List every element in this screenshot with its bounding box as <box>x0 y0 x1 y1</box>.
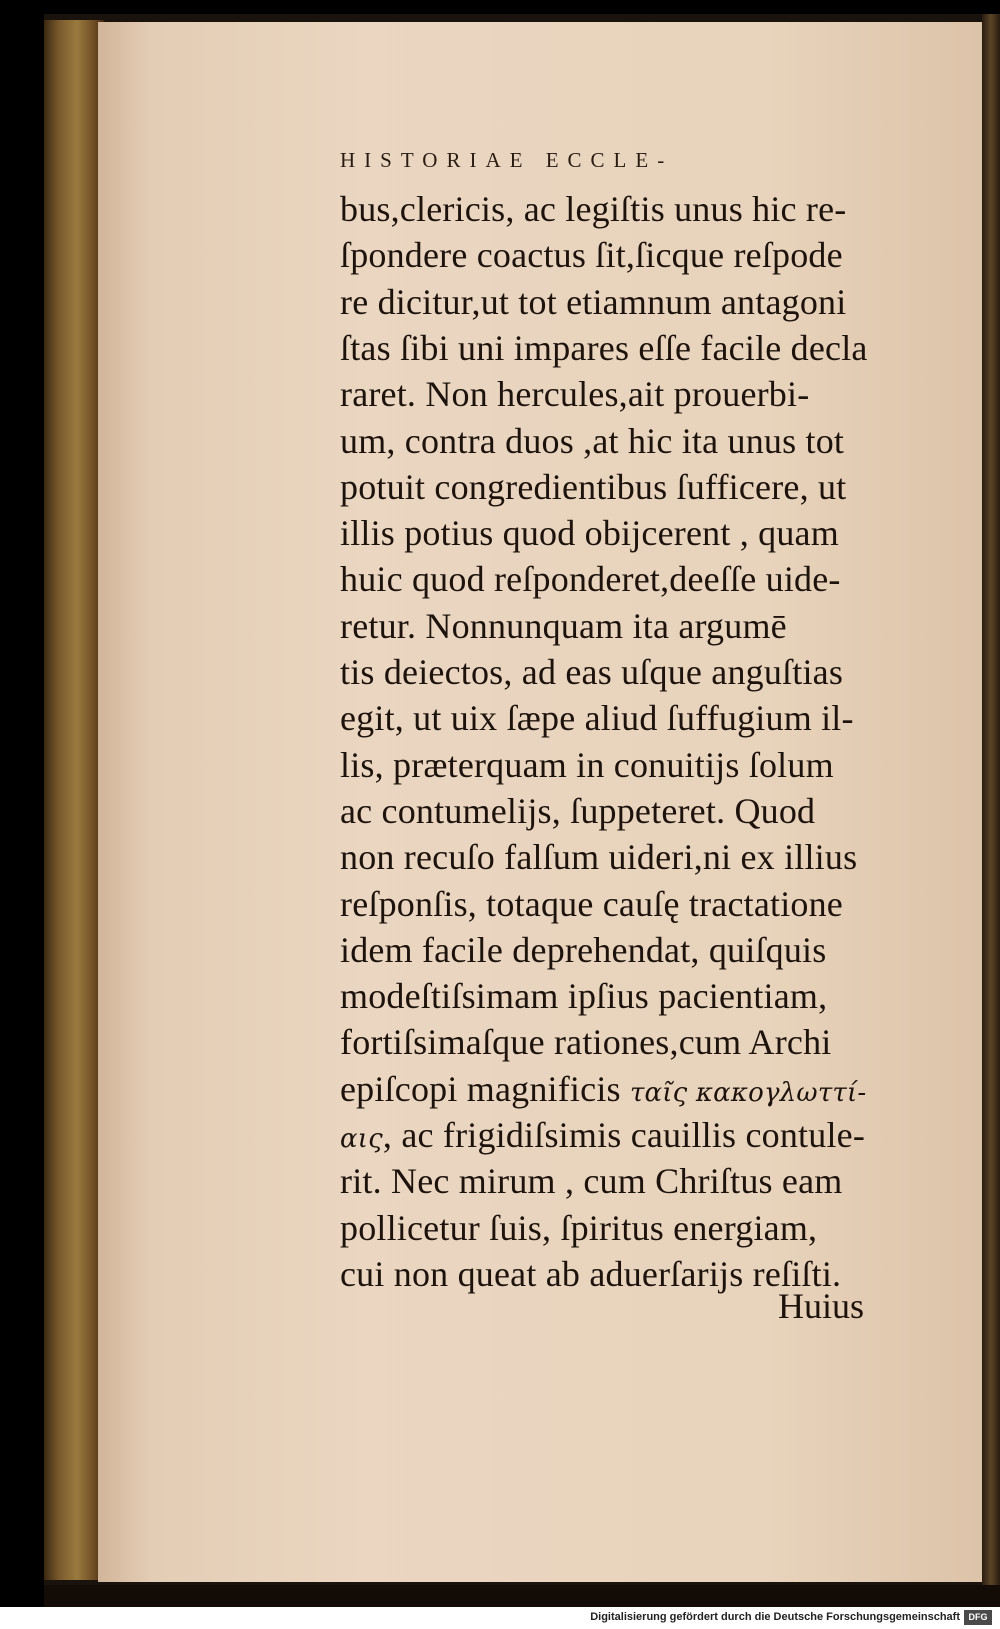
text-line: raret. Non hercules,ait prouerbi- <box>340 374 810 415</box>
text-line: ſtas ſibi uni impares eſſe facile decla <box>340 327 868 368</box>
scan-border <box>44 1585 1000 1607</box>
text-line <box>340 1066 866 1116</box>
text-line: bus,clericis, ac legiſtis unus hic re- <box>340 189 847 229</box>
text-line: idem facile deprehendat, quiſquis <box>340 929 827 970</box>
text-line: huic quod reſponderet,deeſſe uide- <box>340 559 841 600</box>
funding-credit: Digitalisierung gefördert durch die Deutsche Forschungsgemeinschaft <box>590 1611 960 1623</box>
text-line: re dicitur,ut tot etiamnum antagoni <box>340 281 847 322</box>
text-line-segment: epiſcopi magnificis <box>340 1068 630 1109</box>
text-line: illis potius quod obijcerent , quam <box>340 513 839 554</box>
text-line: cui non queat ab aduerſarijs reſiſti. <box>340 1253 842 1294</box>
text-line: pollicetur ſuis, ſpiritus energiam, <box>340 1207 818 1248</box>
text-line: ſpondere coactus ſit,ſicque reſpode <box>340 235 843 276</box>
greek-text: αις <box>340 1124 383 1154</box>
text-line: ac contumelijs, ſuppeteret. Quod <box>340 790 816 831</box>
book-spine <box>44 20 104 1580</box>
text-line: egit, ut uix ſæpe aliud ſuffugium il- <box>340 698 854 739</box>
dfg-logo: DFG <box>964 1610 992 1625</box>
footer-bar <box>0 1607 1000 1629</box>
text-line: retur. Nonnunquam ita argumē <box>340 605 787 646</box>
text-line: fortiſsimaſque rationes,cum Archi <box>340 1022 832 1063</box>
text-line: rit. Nec mirum , cum Chriſtus eam <box>340 1161 843 1202</box>
text-line: lis, præterquam in conuitijs ſolum <box>340 744 834 785</box>
text-line: potuit congredientibus ſufficere, ut <box>340 466 847 507</box>
page-edge <box>982 14 1000 1607</box>
text-line: non recuſo falſum uideri,ni ex illius <box>340 837 858 878</box>
text-line-segment: , ac frigidiſsimis cauillis contule- <box>382 1115 866 1155</box>
text-line: tis deiectos, ad eas uſque anguſtias <box>340 652 844 692</box>
text-line <box>340 1112 865 1162</box>
text-line: modeſtiſsimam ipſius pacientiam, <box>340 976 828 1017</box>
text-line: reſponſis, totaque cauſę tractatione <box>340 883 843 924</box>
text-line: um, contra duos ,at hic ita unus tot <box>340 420 845 461</box>
running-head: HISTORIAE ECCLE- <box>340 148 674 172</box>
greek-text: ταῖς κακογλωττί- <box>629 1077 867 1108</box>
catchword: Huius <box>778 1286 865 1326</box>
